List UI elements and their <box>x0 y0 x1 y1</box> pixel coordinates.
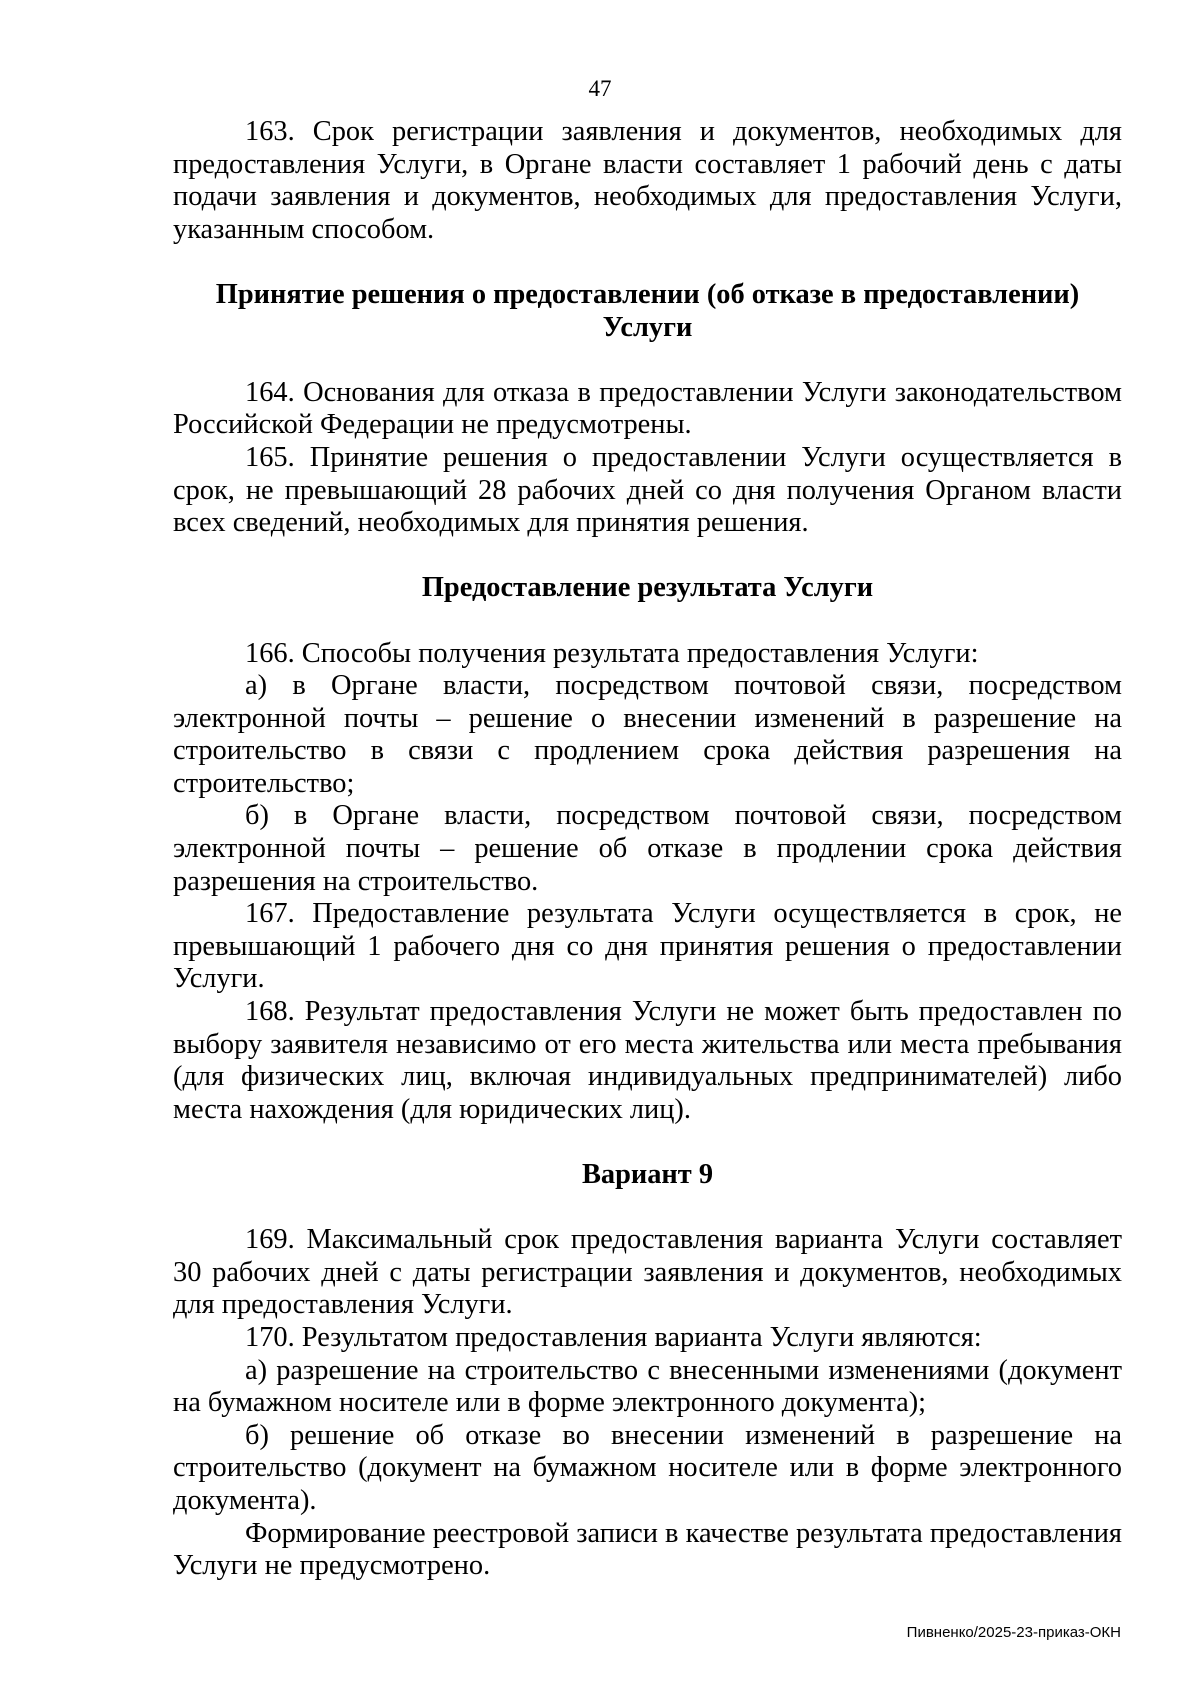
paragraph-164: 164. Основания для отказа в предоставлении Услуги законодательством Российской Федерации не предусмотрены. <box>173 376 1122 441</box>
spacer <box>173 1192 1122 1225</box>
document-footer-code: Пивненко/2025-23-приказ-ОКН <box>906 1624 1121 1641</box>
heading-decision: Принятие решения о предоставлении (об отказе в предоставлении) Услуги <box>215 278 1080 343</box>
page-number: 47 <box>588 76 612 101</box>
paragraph-167: 167. Предоставление результата Услуги осуществляется в срок, не превышающий 1 рабочего дня со дня принятия решения о предоставлении Услуги. <box>173 898 1122 995</box>
paragraph-166-a: а) в Органе власти, посредством почтовой связи, посредством электронной почты – решение о внесении изменений в разрешение на строительство в связи с продлением срока действия разрешения на строительство; <box>173 670 1122 799</box>
heading-result-provision: Предоставление результата Услуги <box>421 572 874 604</box>
paragraph-165: 165. Принятие решения о предоставлении Услуги осуществляется в срок, не превышающий 28 рабочих дней со дня получения Органом власти всех сведений, необходимых для принятия решения. <box>173 441 1122 539</box>
document-body <box>173 116 1122 1583</box>
spacer <box>173 246 1122 279</box>
spacer <box>173 1126 1122 1159</box>
heading-variant-9: Вариант 9 <box>581 1159 714 1190</box>
paragraph-170: 170. Результатом предоставления варианта Услуги являются: <box>245 1321 982 1353</box>
paragraph-168: 168. Результат предоставления Услуги не может быть предоставлен по выбору заявителя независимо от его места жительства или места пребывания (для физических лиц, включая индивидуальных предпринимателей) либо места нахождения (для юридических лиц). <box>173 996 1122 1125</box>
spacer <box>173 540 1122 573</box>
paragraph-169: 169. Максимальный срок предоставления варианта Услуги составляет 30 рабочих дней с даты регистрации заявления и документов, необходимых для предоставления Услуги. <box>173 1224 1122 1321</box>
paragraph-170-b: б) решение об отказе во внесении изменений в разрешение на строительство (документ на бумажном носителе или в форме электронного документа). <box>173 1419 1122 1516</box>
spacer <box>173 344 1122 377</box>
spacer <box>173 605 1122 638</box>
paragraph-170-a: а) разрешение на строительство с внесенными изменениями (документ на бумажном носителе или в форме электронного документа); <box>173 1354 1122 1419</box>
paragraph-166-b: б) в Органе власти, посредством почтовой связи, посредством электронной почты – решение об отказе в продлении срока действия разрешения на строительство. <box>173 800 1122 897</box>
paragraph-registry-note: Формирование реестровой записи в качестве результата предоставления Услуги не предусмотрено. <box>173 1517 1122 1582</box>
paragraph-166: 166. Способы получения результата предоставления Услуги: <box>245 637 979 669</box>
paragraph-163: 163. Срок регистрации заявления и документов, необходимых для предоставления Услуги, в Органе власти составляет 1 рабочий день с даты подачи заявления и документов, необходимых для предоставления Услуги, указанным способом. <box>173 116 1122 245</box>
